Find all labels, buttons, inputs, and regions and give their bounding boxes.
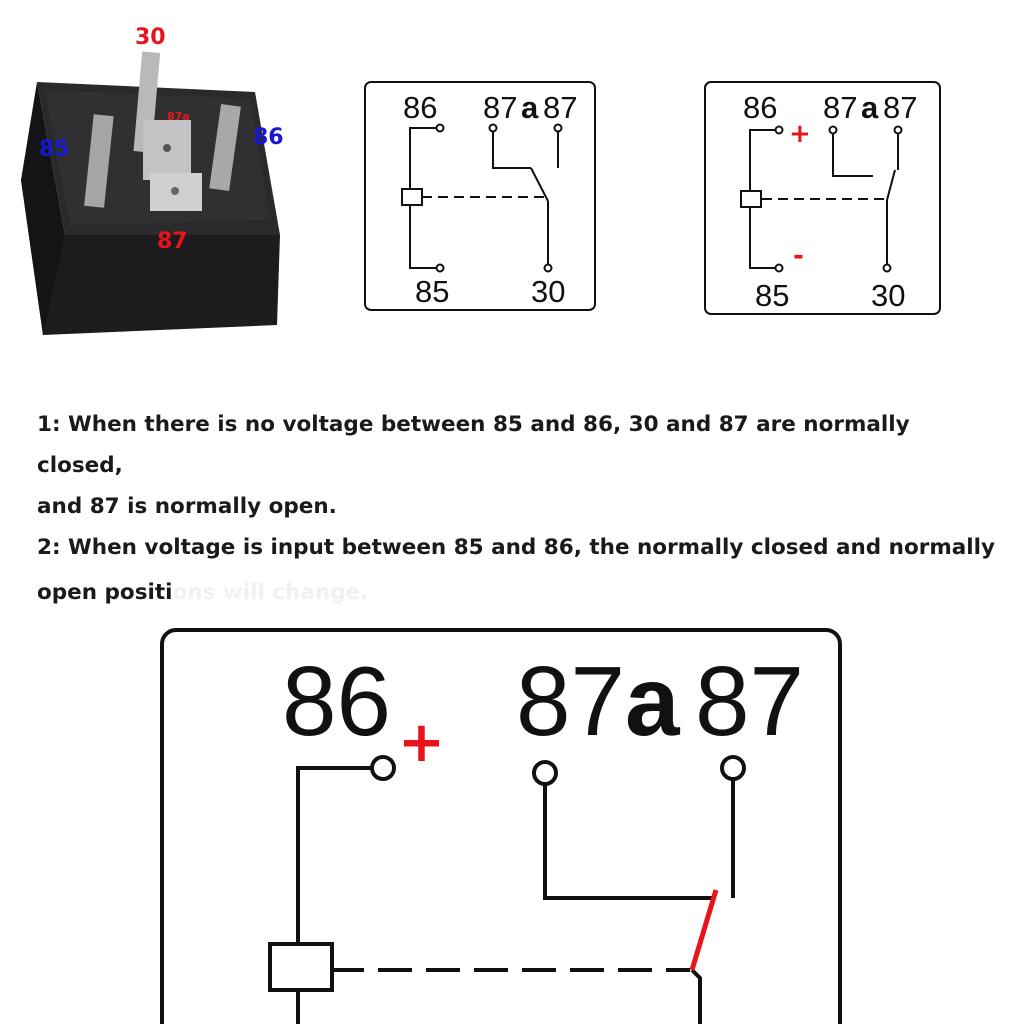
photo-label-87: 87 bbox=[157, 229, 188, 254]
photo-label-86: 86 bbox=[253, 125, 284, 150]
pin-86-label: 86 bbox=[403, 90, 438, 125]
terminal-87 bbox=[722, 757, 744, 779]
pin-85-label: 85 bbox=[415, 274, 450, 309]
relay-diagram-energized bbox=[695, 72, 947, 322]
pin-86-label: 86 bbox=[282, 646, 392, 756]
plus-sign: + bbox=[398, 710, 445, 775]
pin-87-label: 87 bbox=[883, 90, 918, 125]
plus-sign: + bbox=[789, 119, 811, 149]
terminal-86 bbox=[372, 757, 394, 779]
pin-87-label: 87 bbox=[543, 90, 578, 125]
relay-diagram-large bbox=[130, 598, 890, 1024]
description-line-3: 2: When voltage is input between 85 and 86, the normally closed and normally bbox=[37, 535, 996, 560]
terminal-87a bbox=[534, 762, 556, 784]
photo-label-87a: 87a bbox=[167, 110, 190, 123]
description-text bbox=[37, 404, 997, 613]
photo-label-85: 85 bbox=[39, 137, 70, 162]
pin-30-label: 30 bbox=[871, 278, 906, 313]
minus-sign: - bbox=[793, 241, 804, 271]
relay-photo bbox=[15, 20, 315, 340]
photo-label-30: 30 bbox=[135, 25, 166, 50]
pin-85-label: 85 bbox=[755, 278, 790, 313]
pin-87a-letter: a bbox=[625, 646, 680, 756]
relay-diagram-off bbox=[355, 72, 607, 322]
relay-coil bbox=[402, 189, 422, 205]
description-line-4-visible: open positi bbox=[37, 580, 173, 605]
pin-30-label: 30 bbox=[531, 274, 566, 309]
description-line-1: 1: When there is no voltage between 85 and 86, 30 and 87 are normally closed, bbox=[37, 412, 910, 478]
pin-87a-number: 87 bbox=[823, 90, 858, 125]
pin-87a-letter: a bbox=[521, 90, 539, 125]
switch-contact bbox=[692, 890, 716, 970]
description-line-2: and 87 is normally open. bbox=[37, 494, 337, 519]
pin-86-label: 86 bbox=[743, 90, 778, 125]
pin-87-label: 87 bbox=[695, 646, 805, 756]
pin-87a-number: 87 bbox=[516, 646, 626, 756]
description-line-4-faded: ons will change. bbox=[172, 580, 369, 605]
pin-87a-number: 87 bbox=[483, 90, 518, 125]
relay-coil bbox=[270, 944, 332, 990]
pin-87a-letter: a bbox=[861, 90, 879, 125]
relay-coil bbox=[741, 191, 761, 207]
